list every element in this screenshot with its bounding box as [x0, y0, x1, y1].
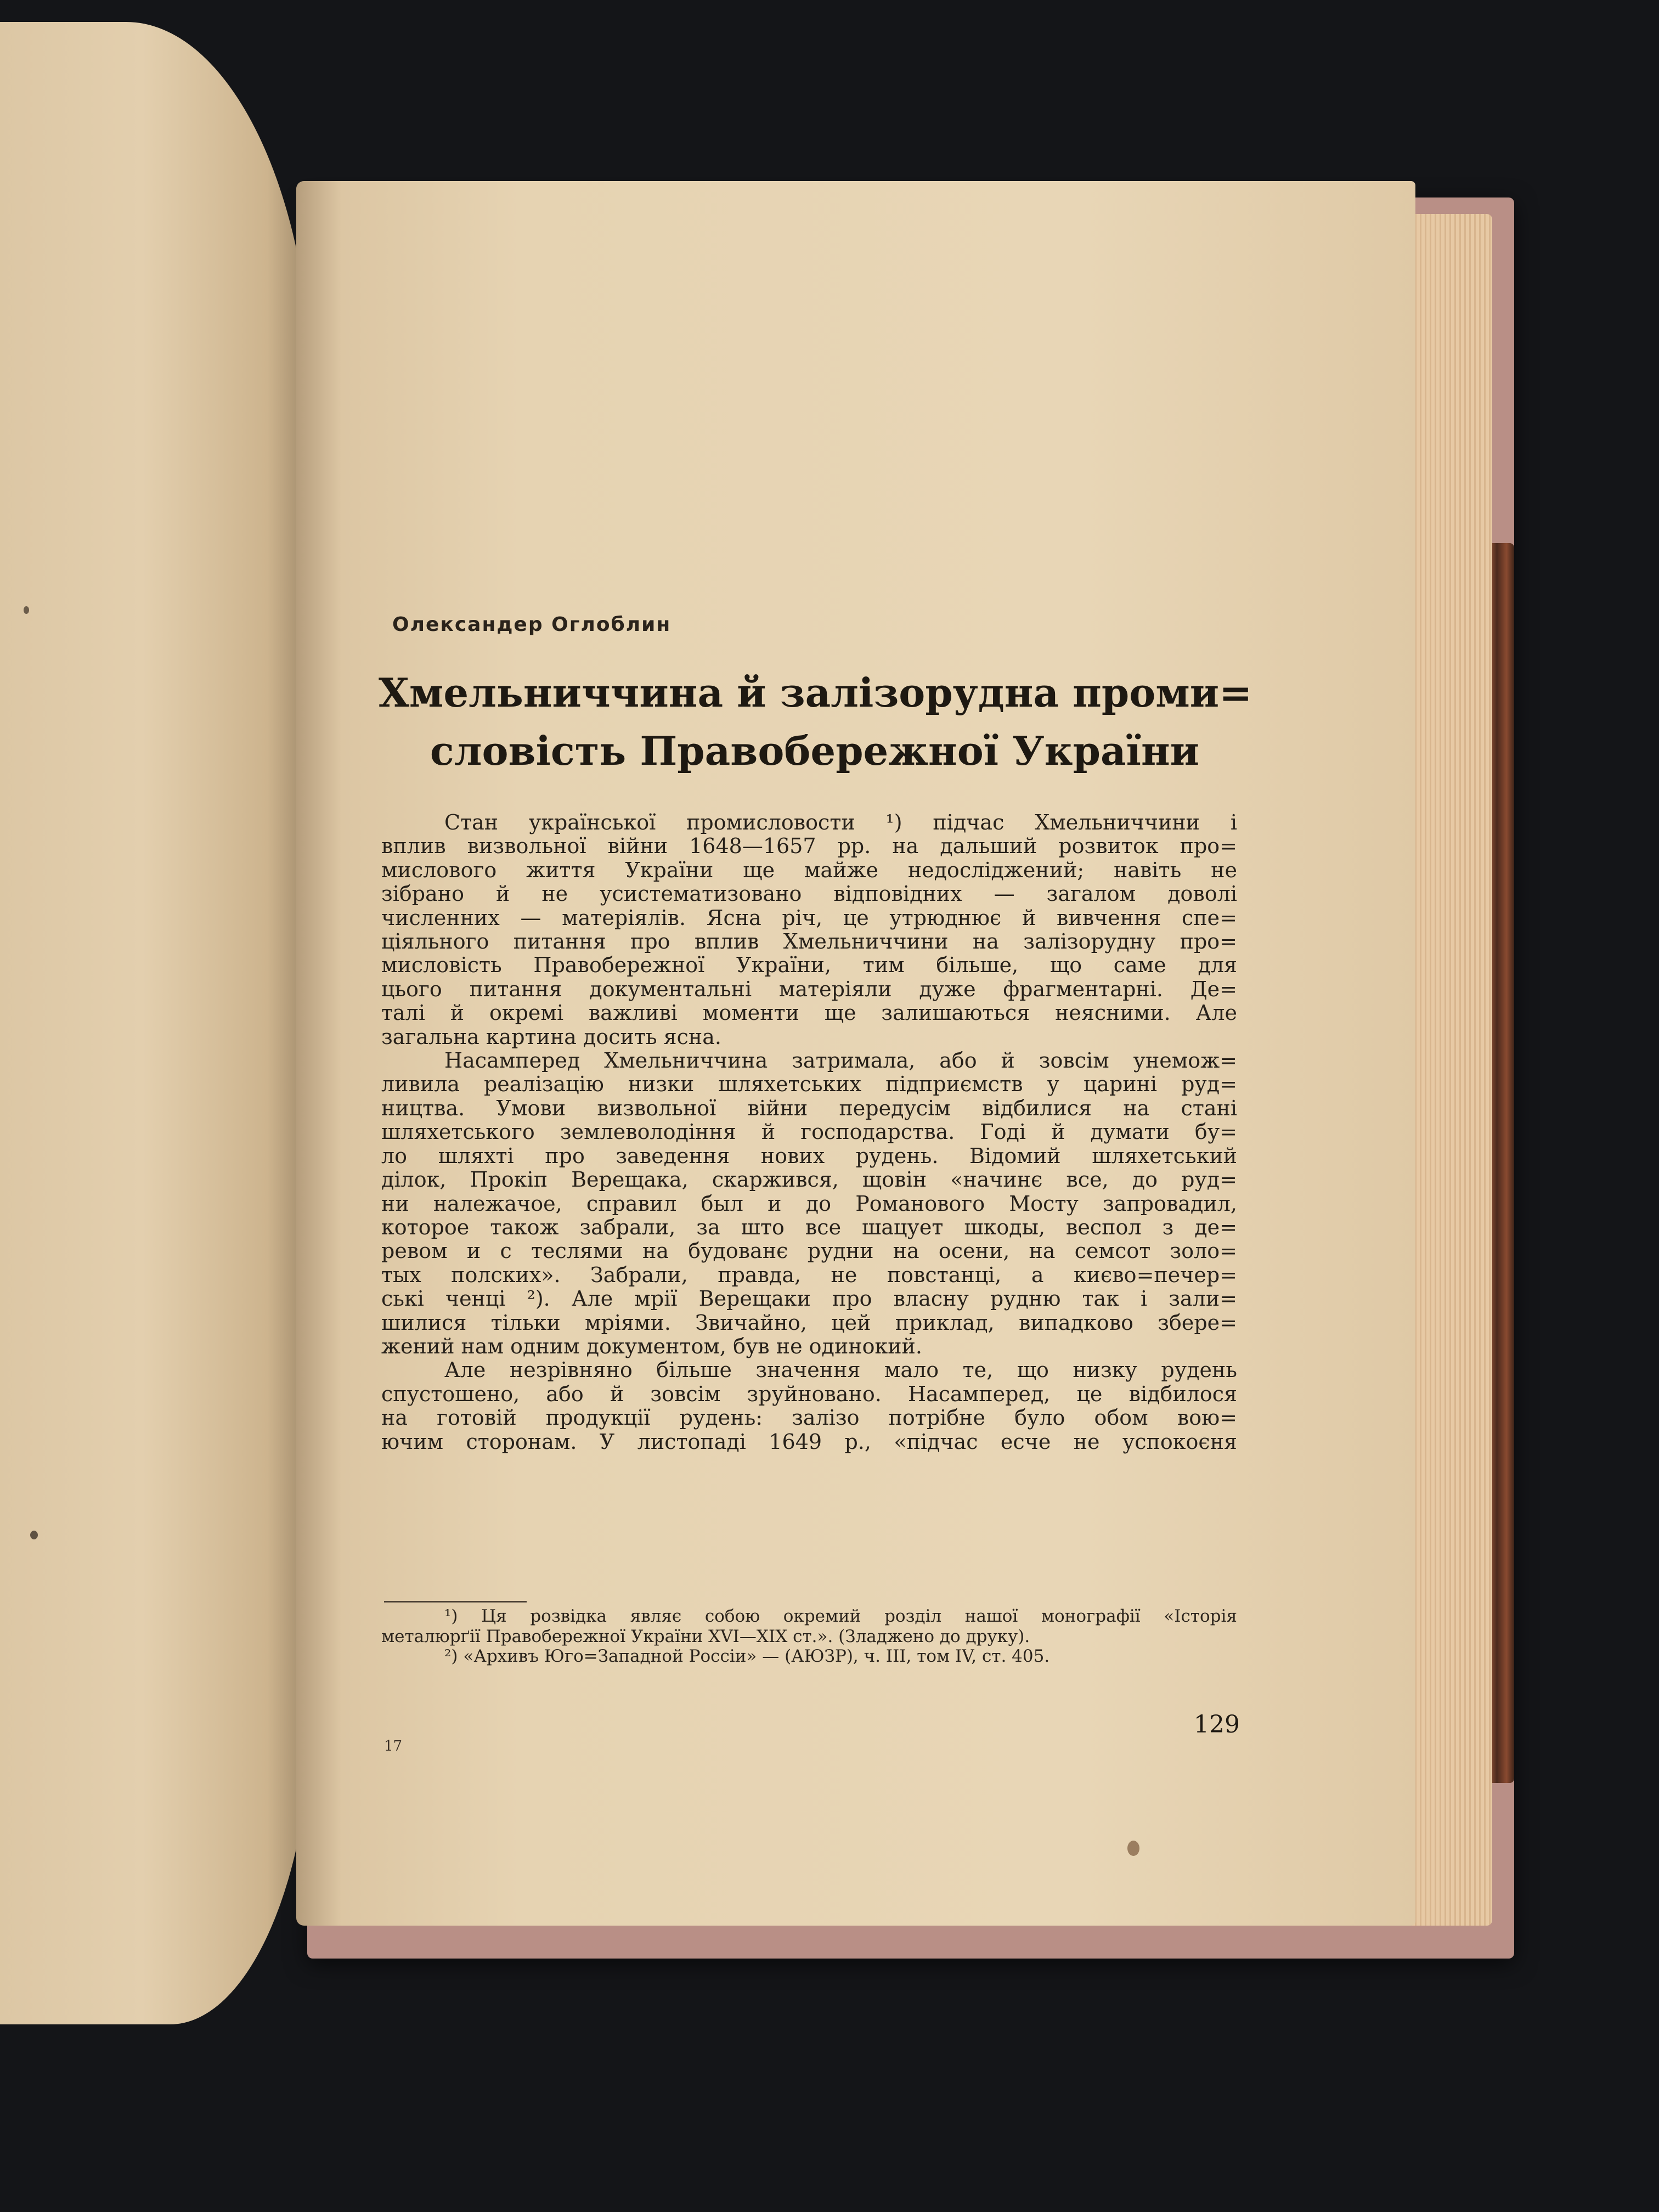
body-line: ревом и с теслями на будованє рудни на осени, на семсот золо= — [381, 1239, 1237, 1263]
page-number: 129 — [1194, 1711, 1240, 1739]
body-line: загальна картина досить ясна. — [381, 1024, 721, 1049]
body-line: талі й окремі важливі моменти ще залишаються неясними. Але — [381, 1001, 1237, 1025]
body-line: зібрано й не усистематизовано відповідних — загалом доволі — [381, 882, 1237, 906]
body-line: Насамперед Хмельниччина затримала, або й зовсім унемож= — [444, 1048, 1237, 1073]
body-line: ські ченці ²). Але мрії Верещаки про власну рудню так і зали= — [381, 1286, 1237, 1311]
footnote-line: ¹) Ця розвідка являє собою окремий розділ нашої монографії «Історія — [444, 1606, 1237, 1626]
body-line: ло шляхті про заведення нових рудень. Відомий шляхетський — [381, 1143, 1237, 1168]
body-line: тых полских». Забрали, правда, не повстанці, а києво=печер= — [381, 1262, 1237, 1287]
body-line: жений нам одним документом, був не одинокий. — [381, 1334, 922, 1358]
footnotes — [381, 1606, 1237, 1667]
signature-mark: 17 — [384, 1738, 403, 1754]
body-line: ливила реалізацію низки шляхетських підприємств у царині руд= — [381, 1072, 1237, 1097]
body-line: численних — матеріялів. Ясна річ, це утрюднює й вивчення спе= — [381, 905, 1237, 930]
body-line: цього питання документальні матеріяли дуже фрагментарні. Де= — [381, 977, 1237, 1001]
paper-speck — [30, 1531, 38, 1539]
title-line: Хмельниччина й залізорудна проми= — [379, 669, 1252, 716]
paper-stain — [1127, 1841, 1139, 1856]
footnote-line: металюрґії Правобережної України XVI—XIX ст.». (Зладжено до друку). — [381, 1626, 1030, 1646]
footnote-rule — [384, 1601, 527, 1602]
paper-speck — [24, 606, 29, 614]
body-line: мислового життя України ще майже недосліджений; навіть не — [381, 857, 1237, 882]
article-body — [381, 811, 1237, 1454]
footnote-line: ²) «Архивъ Юго=Западной Россіи» — (АЮЗР), ч. III, том IV, ст. 405. — [444, 1646, 1050, 1666]
body-line: на готовій продукції рудень: залізо потрібне було обом вою= — [381, 1406, 1237, 1430]
body-line: ництва. Умови визвольної війни передусім відбилися на стані — [381, 1096, 1237, 1120]
left-page — [0, 22, 313, 2024]
body-line: Але незрівняно більше значення мало те, що низку рудень — [444, 1358, 1237, 1383]
body-line: шляхетського землеволодіння й господарства. Годі й думати бу= — [381, 1120, 1237, 1144]
article-title — [379, 664, 1251, 780]
body-line: ючим сторонам. У листопаді 1649 р., «підчас есче не успокоєня — [381, 1429, 1237, 1454]
body-line: Стан української промисловости ¹) підчас Хмельниччини і — [444, 810, 1237, 834]
body-line: ділок, Прокіп Верещака, скаржився, щовін «начинє все, до руд= — [381, 1167, 1237, 1192]
body-line: шилися тільки мріями. Звичайно, цей приклад, випадково збере= — [381, 1310, 1237, 1335]
author-name: Олександер Оглоблин — [392, 613, 672, 636]
title-line: словість Правобережної України — [430, 727, 1200, 774]
body-line: ни належачое, справил был и до Романового Мосту запровадил, — [381, 1191, 1237, 1216]
body-line: которое також забрали, за што все шацует шкоды, веспол з де= — [381, 1215, 1237, 1239]
body-line: мисловість Правобережної України, тим більше, що саме для — [381, 953, 1237, 978]
body-line: спустошено, або й зовсім зруйновано. Насамперед, це відбилося — [381, 1381, 1237, 1406]
body-line: вплив визвольної війни 1648—1657 рр. на дальший розвиток про= — [381, 834, 1237, 859]
body-line: ціяльного питання про вплив Хмельниччини на залізорудну про= — [381, 929, 1237, 954]
